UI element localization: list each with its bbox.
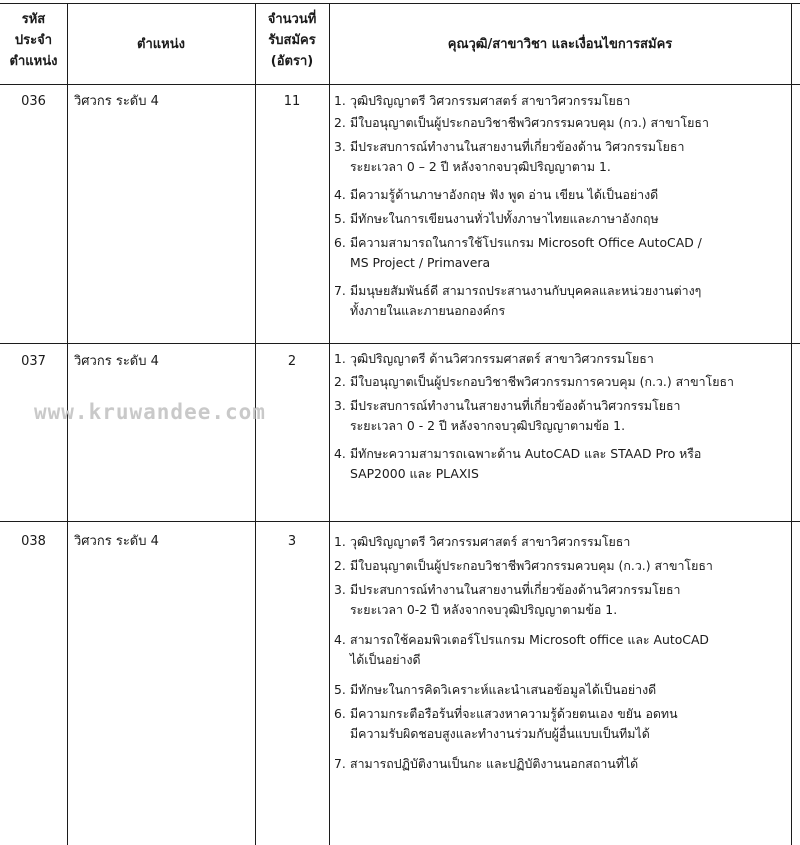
- requirement-item: 5. มีทักษะในการคิดวิเคราะห์และนำเสนอข้อมูลได้เป็นอย่างดี: [334, 682, 657, 697]
- row-code: 038: [21, 534, 46, 549]
- requirement-item: 2. มีใบอนุญาตเป็นผู้ประกอบวิชาชีพวิศวกรรมการควบคุม (ก.ว.) สาขาโยธา: [334, 374, 734, 389]
- header-position: ตำแหน่ง: [137, 37, 185, 52]
- requirement-list: [334, 532, 713, 778]
- row-position: วิศวกร ระดับ 4: [74, 94, 159, 109]
- row-code: 037: [21, 354, 46, 369]
- requirement-item: 4. มีทักษะความสามารถเฉพาะด้าน AutoCAD และ STAAD Pro หรือ SAP2000 และ PLAXIS: [334, 446, 702, 481]
- requirement-item: 4. มีความรู้ด้านภาษาอังกฤษ ฟัง พูด อ่าน เขียน ได้เป็นอย่างดี: [334, 187, 659, 202]
- header-count: [255, 9, 329, 72]
- row-count: 2: [287, 354, 297, 369]
- requirement-item: 5. มีทักษะในการเขียนงานทั่วไปทั้งภาษาไทยและภาษาอังกฤษ: [334, 211, 659, 226]
- requirement-item: 1. วุฒิปริญญาตรี วิศวกรรมศาสตร์ สาขาวิศวกรรมโยธา: [334, 93, 631, 108]
- requirement-item: 7. มีมนุษยสัมพันธ์ดี สามารถประสานงานกับบุคคลและหน่วยงานต่างๆ ทั้งภายในและภายนอกองค์กร: [334, 283, 702, 318]
- header-code-line-2: ประจำ: [14, 33, 53, 48]
- requirement-list: [334, 91, 709, 325]
- requirement-item: 3. มีประสบการณ์ทำงานในสายงานที่เกี่ยวข้องด้าน วิศวกรรมโยธา ระยะเวลา 0 – 2 ปี หลังจากจบวุฒิปริญญาตาม 1.: [334, 139, 685, 174]
- header-count-line-3: (อัตรา): [270, 54, 314, 69]
- row-position: วิศวกร ระดับ 4: [74, 354, 159, 369]
- requirement-item: 3. มีประสบการณ์ทำงานในสายงานที่เกี่ยวข้องด้านวิศวกรรมโยธา ระยะเวลา 0-2 ปี หลังจากจบวุฒิปริญญาตามข้อ 1.: [334, 582, 681, 617]
- header-code-line-1: รหัส: [21, 12, 46, 27]
- column-divider-2: [255, 3, 256, 845]
- row-count: 3: [287, 534, 297, 549]
- row-divider-036-037: [0, 343, 800, 344]
- requirement-item: 1. วุฒิปริญญาตรี วิศวกรรมศาสตร์ สาขาวิศวกรรมโยธา: [334, 534, 631, 549]
- table-top-border: [0, 3, 800, 4]
- requirement-item: 1. วุฒิปริญญาตรี ด้านวิศวกรรมศาสตร์ สาขาวิศวกรรมโยธา: [334, 351, 654, 366]
- requirement-item: 7. สามารถปฏิบัติงานเป็นกะ และปฏิบัติงานนอกสถานที่ได้: [334, 756, 639, 771]
- header-bottom-border: [0, 84, 800, 85]
- requirement-item: 6. มีความสามารถในการใช้โปรแกรม Microsoft Office AutoCAD / MS Project / Primavera: [334, 235, 702, 270]
- column-divider-1: [67, 3, 68, 845]
- header-code: [0, 9, 67, 72]
- row-divider-037-038: [0, 521, 800, 522]
- column-divider-3: [329, 3, 330, 845]
- requirement-item: 4. สามารถใช้คอมพิวเตอร์โปรแกรม Microsoft office และ AutoCAD ได้เป็นอย่างดี: [334, 632, 709, 667]
- requirement-list: [334, 349, 734, 488]
- row-count: 11: [283, 94, 301, 109]
- requirement-item: 2. มีใบอนุญาตเป็นผู้ประกอบวิชาชีพวิศวกรรมควบคุม (ก.ว.) สาขาโยธา: [334, 558, 713, 573]
- requirement-item: 2. มีใบอนุญาตเป็นผู้ประกอบวิชาชีพวิศวกรรมควบคุม (กว.) สาขาโยธา: [334, 115, 709, 130]
- column-divider-4: [791, 3, 792, 845]
- header-code-line-3: ตำแหน่ง: [9, 54, 58, 69]
- header-count-line-1: จำนวนที่: [267, 12, 317, 27]
- header-qualification: คุณวุฒิ/สาขาวิชา และเงื่อนไขการสมัคร: [447, 37, 673, 52]
- requirement-item: 3. มีประสบการณ์ทำงานในสายงานที่เกี่ยวข้องด้านวิศวกรรมโยธา ระยะเวลา 0 - 2 ปี หลังจากจบวุฒิปริญญาตามข้อ 1.: [334, 398, 681, 433]
- watermark: www.kruwandee.com: [34, 400, 266, 424]
- header-count-line-2: รับสมัคร: [268, 33, 316, 48]
- row-position: วิศวกร ระดับ 4: [74, 534, 159, 549]
- requirement-item: 6. มีความกระตือรือร้นที่จะแสวงหาความรู้ด้วยตนเอง ขยัน อดทน มีความรับผิดชอบสูงและทำงานร่วมกับผู้อื่นแบบเป็นทีมได้: [334, 706, 678, 741]
- row-code: 036: [21, 94, 46, 109]
